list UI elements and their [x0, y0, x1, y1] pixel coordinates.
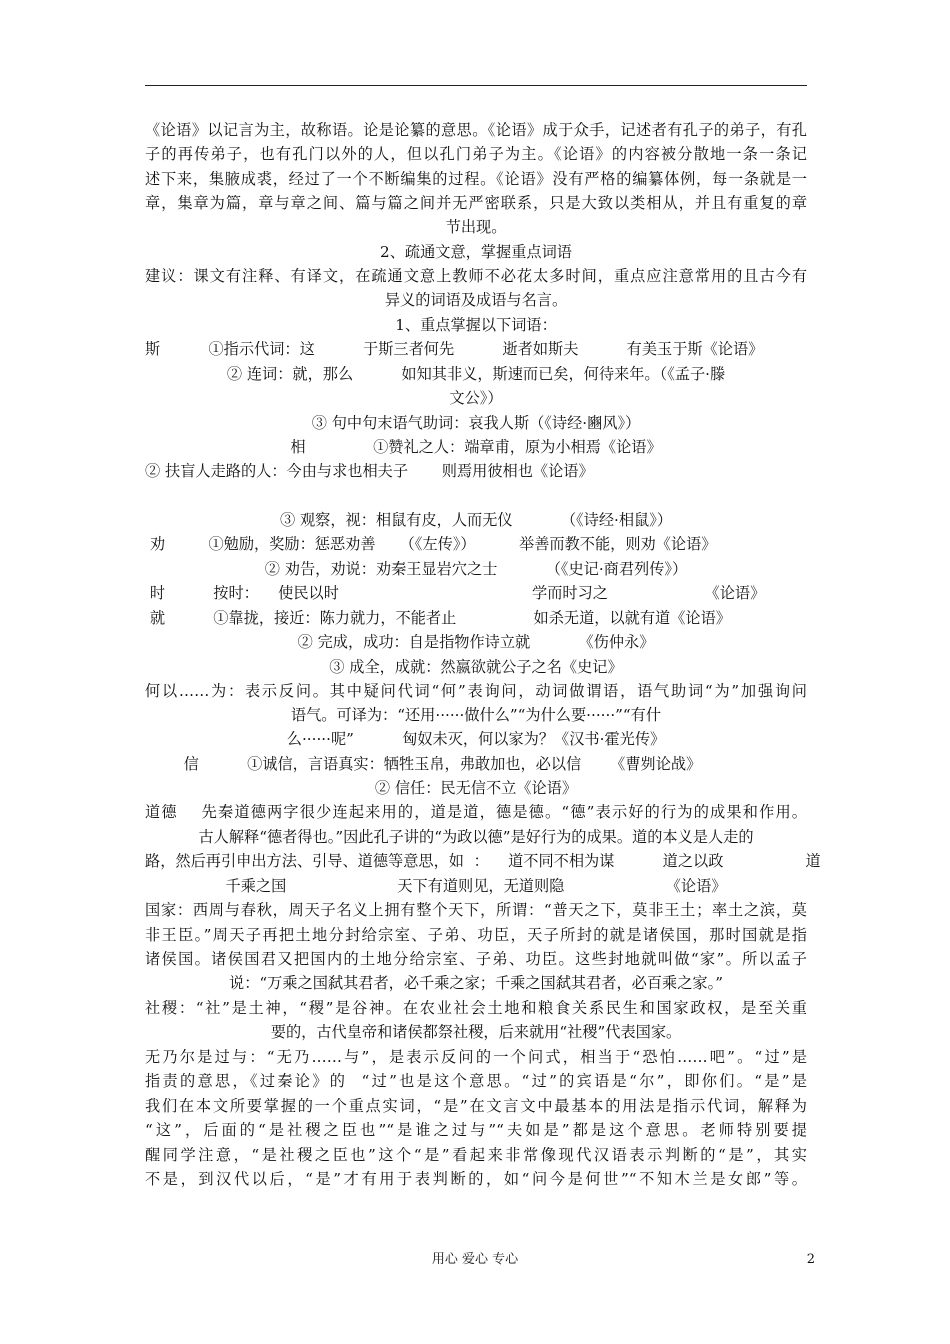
body-line: 无乃尔是过与：“无乃……与”，是表示反问的一个问式，相当于“恐怕……吧”。“过”是 — [145, 1048, 807, 1066]
header-rule — [145, 85, 807, 86]
body-line: 《论语》以记言为主，故称语。论是论纂的意思。《论语》成于众手，记述者有孔子的弟子，有孔 — [145, 121, 807, 139]
body-line: 道德 先秦道德两字很少连起来用的，道是道，德是德。“德”表示好的行为的成果和作用。 — [145, 803, 807, 821]
body-line: 诸侯国。诸侯国君又把国内的土地分给宗室、子弟、功臣。这些封地就叫做“家”。所以孟子 — [145, 950, 807, 968]
body-line: 2、疏通文意，掌握重点词语 — [380, 243, 572, 261]
body-line: 不是，到汉代以后，“是”才有用于表判断的，如“问今是何世”“不知木兰是女郎”等。 — [145, 1170, 807, 1188]
body-line: 么······呢” 匈奴未灭，何以家为？《汉书·霍光传》 — [286, 730, 666, 748]
body-line: 千乘之国 天下有道则见，无道则隐 《论语》 — [225, 877, 727, 895]
body-line: ② 劝告，劝说：劝秦王显岩穴之士 （《史记·商君列传》） — [264, 560, 688, 578]
body-line: 就 ①靠拢，接近：陈力就力，不能者止 如杀无道，以就有道《论语》 — [145, 609, 731, 627]
body-line: 建议：课文有注释、有译文，在疏通文意上教师不必花太多时间，重点应注意常用的且古今有 — [145, 267, 807, 285]
body-line: 社稷：“社”是土神，“稷”是谷神。在农业社会土地和粮食关系民生和国家政权，是至关重 — [145, 999, 807, 1017]
body-line: 子的再传弟子，也有孔门以外的人，但以孔门弟子为主。《论语》的内容被分散地一条一条记 — [145, 145, 807, 163]
body-line: 异义的词语及成语与名言。 — [384, 291, 568, 309]
body-line: 述下来，集腋成裘，经过了一个不断编集的过程。《论语》没有严格的编纂体例，每一条就是一 — [145, 170, 807, 188]
body-line: 斯 ①指示代词：这 于斯三者何先 逝者如斯夫 有美玉于斯《论语》 — [145, 340, 764, 358]
body-line: ② 扶盲人走路的人：今由与求也相夫子 则焉用彼相也《论语》 — [145, 462, 594, 480]
body-line: ③ 成全，成就：然嬴欲就公子之名《史记》 — [329, 658, 623, 676]
body-line: 劝 ①勉励，奖励：惩恶劝善 （《左传》） 举善而教不能，则劝《论语》 — [145, 535, 717, 553]
body-line: 节出现。 — [445, 218, 507, 236]
footer-motto: 用心 爱心 专心 — [431, 1252, 519, 1267]
body-line: 信 ①诚信，言语真实：牺牲玉帛，弗敢加也，必以信 《曹刿论战》 — [145, 755, 702, 773]
page-number: 2 — [806, 1252, 815, 1267]
body-line: 相 ①赞礼之人：端章甫，原为小相焉《论语》 — [290, 438, 662, 456]
body-line: 我们在本文所要掌握的一个重点实词，“是”在文言文中最基本的用法是指示代词，解释为 — [145, 1097, 807, 1115]
body-line: 路，然后再引申出方法、引导、道德等意思，如 ： 道不同不相为谋 道之以政 道 — [145, 852, 821, 870]
body-line: ② 连词：就，那么 如知其非义，斯速而已矣，何待来年。（《孟子·滕 — [226, 365, 726, 383]
page-footer — [0, 1249, 950, 1271]
body-line: ③ 句中句末语气助词：哀我人斯（《诗经·豳风》） — [311, 414, 641, 432]
body-line: 国家：西周与春秋，周天子名义上拥有整个天下，所谓：“普天之下，莫非王土；率土之滨，莫 — [145, 901, 807, 919]
body-line: 语气。可译为：“还用······做什么”“为什么要······”“有什 — [290, 706, 662, 724]
body-line: 时 按时： 使民以时 学而时习之 《论语》 — [145, 584, 766, 602]
body-line: ③ 观察，视：相鼠有皮，人而无仪 （《诗经·相鼠》） — [279, 511, 673, 529]
body-line: 何以……为：表示反问。其中疑问代词“何”表询问，动词做谓语，语气助词“为”加强询问 — [145, 682, 807, 700]
body-line: 指责的意思，《过秦论》的 “过”也是这个意思。“过”的宾语是“尔”，即你们。“是”是 — [145, 1072, 807, 1090]
body-line: 章，集章为篇，章与章之间、篇与篇之间并无严密联系，只是大致以类相从，并且有重复的章 — [145, 194, 807, 212]
body-line: 文公》） — [449, 389, 503, 407]
body-line: “这”，后面的“是社稷之臣也”“是谁之过与”“夫如是”都是这个意思。老师特别要提 — [145, 1121, 807, 1139]
body-line: ② 信任：民无信不立《论语》 — [374, 779, 578, 797]
body-line: 要的，古代皇帝和诸侯都祭社稷，后来就用“社稷”代表国家。 — [270, 1023, 682, 1041]
body-line: 古人解释“德者得也。”因此孔子讲的“为政以德”是好行为的成果。道的本义是人走的 — [198, 828, 754, 846]
body-line — [145, 484, 807, 508]
body-line: 非王臣。”周天子再把土地分封给宗室、子弟、功臣，天子所封的就是诸侯国，那时国就是指 — [145, 926, 807, 944]
body-line: 醒同学注意，“是社稷之臣也”这个“是”看起来非常像现代汉语表示判断的“是”，其实 — [145, 1146, 807, 1164]
body-line: 1、重点掌握以下词语： — [395, 316, 557, 334]
body-line: 说：“万乘之国弑其君者，必千乘之家；千乘之国弑其君者，必百乘之家。” — [229, 974, 723, 992]
body-line: ② 完成，成功：自是指物作诗立就 《伤仲永》 — [297, 633, 655, 651]
